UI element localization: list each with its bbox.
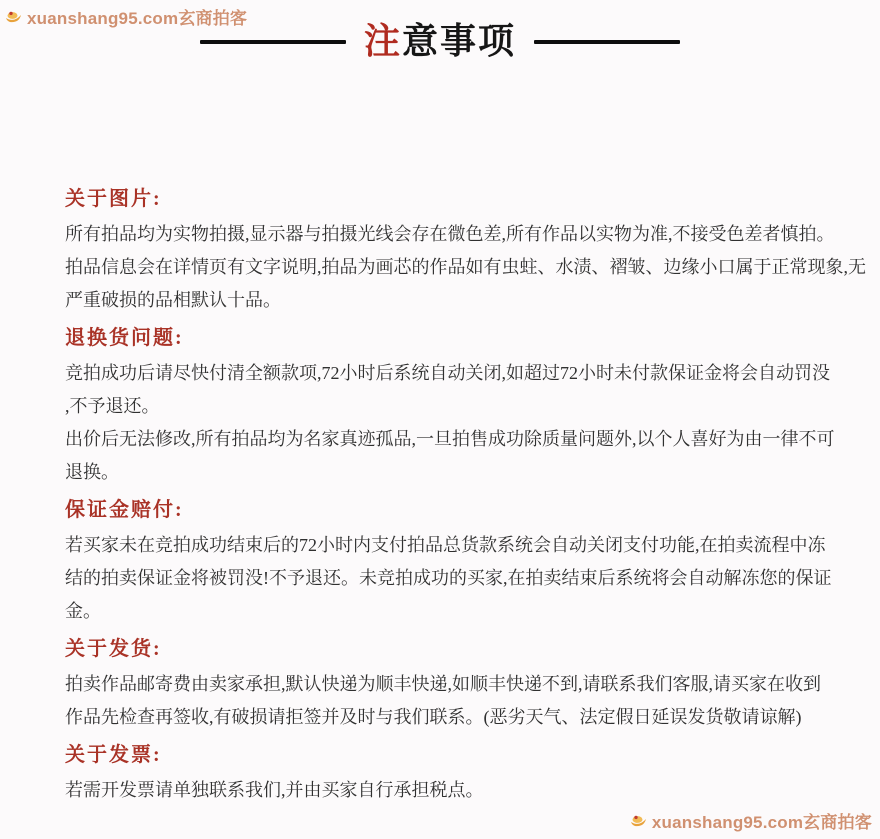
title-rule-left xyxy=(200,40,346,44)
watermark-text: xuanshang95.com玄商拍客 xyxy=(651,813,872,832)
notice-line: 严重破损的品相默认十品。 xyxy=(65,290,281,310)
title-accent-char: 注 xyxy=(363,21,402,61)
notice-line: 竞拍成功后请尽快付清全额款项,72小时后系统自动关闭,如超过72小时未付款保证金将会自动罚没 xyxy=(65,363,830,383)
notice-line: 拍卖作品邮寄费由卖家承担,默认快递为顺丰快递,如顺丰快递不到,请联系我们客服,请买家在收到 xyxy=(65,674,821,694)
notice-line: 出价后无法修改,所有拍品均为名家真迹孤品,一旦拍售成功除质量问题外,以个人喜好为由一律不可 xyxy=(65,429,835,449)
watermark-bottom xyxy=(630,808,872,833)
watermark-text: xuanshang95.com玄商拍客 xyxy=(27,9,248,28)
section-shipping xyxy=(65,636,842,734)
notice-line: ,不予退还。 xyxy=(65,396,160,416)
title-rest: 意事项 xyxy=(402,21,517,61)
notice-line: 拍品信息会在详情页有文字说明,拍品为画芯的作品如有虫蛀、水渍、褶皱、边缘小口属于正常现象,无 xyxy=(65,257,866,277)
notice-line: 作品先检查再签收,有破损请拒签并及时与我们联系。(恶劣天气、法定假日延误发货敬请谅解) xyxy=(65,707,802,727)
notice-line: 所有拍品均为实物拍摄,显示器与拍摄光线会存在微色差,所有作品以实物为准,不接受色差者慎拍。 xyxy=(65,224,835,244)
section-returns xyxy=(65,325,842,489)
notice-line: 若需开发票请单独联系我们,并由买家自行承担税点。 xyxy=(65,780,484,800)
notice-line: 若买家未在竞拍成功结束后的72小时内支付拍品总货款系统会自动关闭支付功能,在拍卖流程中冻 xyxy=(65,535,826,555)
notice-line: 结的拍卖保证金将被罚没!不予退还。未竞拍成功的买家,在拍卖结束后系统将会自动解冻您的保证 xyxy=(65,568,832,588)
section-heading: 关于发货: xyxy=(65,638,162,660)
section-invoice xyxy=(65,742,842,807)
page-title-text xyxy=(364,22,516,62)
page-title xyxy=(0,22,880,62)
section-deposit xyxy=(65,497,842,628)
notice-content xyxy=(65,178,866,807)
title-rule-right xyxy=(534,40,680,44)
section-heading: 保证金赔付: xyxy=(65,499,184,521)
section-heading: 关于图片: xyxy=(65,188,162,210)
section-heading: 关于发票: xyxy=(65,744,162,766)
notice-line: 金。 xyxy=(65,601,101,621)
notice-line: 退换。 xyxy=(65,462,119,482)
section-about-images xyxy=(65,186,866,317)
section-heading: 退换货问题: xyxy=(65,327,184,349)
gold-ingot-logo-icon xyxy=(630,813,648,828)
